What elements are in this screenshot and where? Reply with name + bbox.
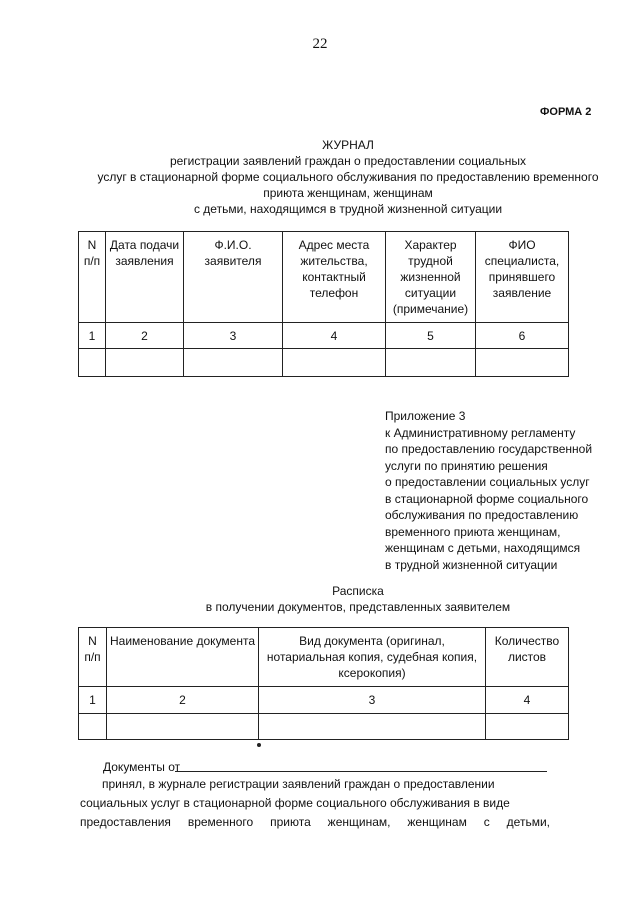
accept-line: принял, в журнале регистрации заявлений граждан о предоставлении [102, 777, 495, 791]
header-cell-sheet-count: Количество листов [486, 628, 569, 687]
column-number: 1 [79, 687, 107, 714]
header-cell-number: N п/п [79, 232, 106, 323]
empty-cell [476, 349, 569, 377]
journal-subtitle-line: с детьми, находящимся в трудной жизненной ситуации [193, 202, 503, 216]
header-cell-number: N п/п [79, 628, 107, 687]
receipt-empty-row [79, 714, 569, 740]
journal-heading [60, 137, 636, 217]
annex-line: по предоставлению государственной [385, 442, 593, 456]
receipt-number-row [79, 687, 569, 714]
receipt-subtitle: в получении документов, представленных заявителем [205, 600, 511, 614]
journal-empty-row [79, 349, 569, 377]
header-cell-address: Адрес места жительства, контактный телефон [283, 232, 386, 323]
empty-cell [283, 349, 386, 377]
header-cell-specialist: ФИО специалиста, принявшего заявление [476, 232, 569, 323]
empty-cell [184, 349, 283, 377]
column-number: 3 [184, 323, 283, 349]
stray-dot-mark [257, 743, 261, 747]
journal-table [78, 231, 569, 377]
empty-cell [259, 714, 486, 740]
journal-header-row [79, 232, 569, 323]
annex-line: временного приюта женщинам, [385, 524, 561, 539]
annex-line: услуги по принятию решения [385, 458, 548, 473]
header-cell-fio: Ф.И.О. заявителя [184, 232, 283, 323]
annex-line: женщинам с детьми, находящимся [385, 541, 581, 555]
annex-line: в стационарной форме социального [385, 491, 589, 506]
receipt-title: Расписка [332, 584, 384, 598]
receipt-table [78, 627, 569, 740]
journal-title: ЖУРНАЛ [322, 138, 374, 152]
column-number: 4 [486, 687, 569, 714]
page-number: 22 [312, 36, 328, 52]
journal-subtitle-line: услуг в стационарной форме социального обслуживания по предоставлению временного [97, 170, 599, 184]
annex-line: о предоставлении социальных услуг [385, 475, 590, 489]
column-number: 5 [386, 323, 476, 349]
journal-subtitle-line: приюта женщинам, женщинам [263, 186, 433, 200]
receipt-heading [70, 583, 640, 615]
journal-subtitle-line: регистрации заявлений граждан о предоставлении социальных [169, 154, 527, 168]
documents-from-blank-line [175, 771, 547, 772]
column-number: 6 [476, 323, 569, 349]
annex-line: Приложение 3 [385, 409, 466, 423]
empty-cell [386, 349, 476, 377]
header-cell-document-type: Вид документа (оригинал, нотариальная копия, судебная копия, ксерокопия) [259, 628, 486, 687]
annex-line: к Административному регламенту [385, 425, 576, 440]
empty-cell [486, 714, 569, 740]
column-number: 2 [107, 687, 259, 714]
accept-line: социальных услуг в стационарной форме социального обслуживания в виде [80, 796, 510, 810]
column-number: 3 [259, 687, 486, 714]
documents-from-label: Документы от [103, 760, 181, 774]
empty-cell [106, 349, 184, 377]
header-cell-document-name: Наименование документа [107, 628, 259, 687]
annex-line: в трудной жизненной ситуации [385, 557, 558, 572]
header-cell-situation: Характер трудной жизненной ситуации (примечание) [386, 232, 476, 323]
annex-line: обслуживания по предоставлению [385, 508, 579, 522]
accept-paragraph [80, 775, 550, 832]
annex-block [385, 408, 637, 573]
empty-cell [79, 349, 106, 377]
empty-cell [79, 714, 107, 740]
form-label: ФОРМА 2 [540, 106, 592, 118]
empty-cell [107, 714, 259, 740]
column-number: 2 [106, 323, 184, 349]
column-number: 4 [283, 323, 386, 349]
column-number: 1 [79, 323, 106, 349]
journal-number-row [79, 323, 569, 349]
header-cell-date: Дата подачи заявления [106, 232, 184, 323]
accept-line: предоставления временного приюта женщинам, женщинам с детьми, [80, 815, 550, 829]
receipt-header-row [79, 628, 569, 687]
